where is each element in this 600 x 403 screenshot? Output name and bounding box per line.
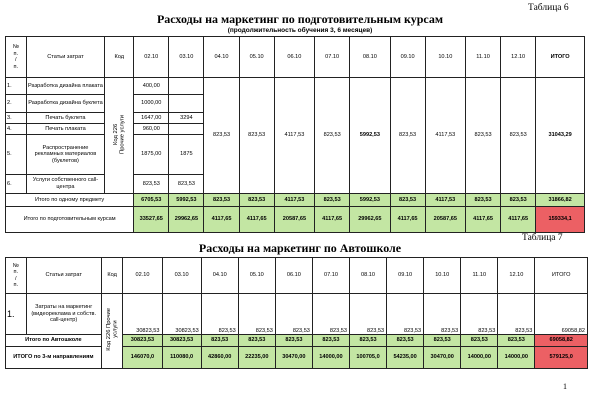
row-value: 823,53 — [169, 174, 204, 193]
header-date: 12.10 — [501, 37, 536, 78]
per-subject-value: 823,53 — [315, 193, 350, 206]
school-total-value: 823,53 — [424, 335, 461, 347]
school-total-value: 823,53 — [312, 335, 349, 347]
table2-tag: Таблица 7 — [522, 233, 563, 243]
row-value: 1647,00 — [134, 112, 169, 123]
prep-total-value: 20587,65 — [274, 207, 314, 233]
merged-value: 823,53 — [465, 78, 500, 193]
school-total-value: 30823,53 — [123, 335, 162, 347]
page-number: 1 — [563, 382, 567, 391]
header-items: Статьи затрат — [26, 258, 101, 294]
per-subject-value: 5992,53 — [350, 193, 390, 206]
school-total-value: 823,53 — [238, 335, 275, 347]
header-date: 05.10 — [239, 37, 274, 78]
row-number: 3. — [6, 112, 27, 123]
header-code: Код — [101, 258, 123, 294]
row-value — [169, 95, 204, 113]
direction-total-value: 42860,00 — [201, 347, 238, 369]
prep-total-label: Итого по подготовительным курсам — [6, 207, 134, 233]
header-date: 04.10 — [201, 258, 238, 294]
prep-total-value: 4117,65 — [390, 207, 425, 233]
school-total-value: 823,53 — [387, 335, 424, 347]
school-total-value: 823,53 — [201, 335, 238, 347]
row-value: 1875,00 — [134, 135, 169, 174]
merged-value: 4117,53 — [425, 78, 465, 193]
code-label: Код 226 — [112, 123, 119, 145]
row-name: Услуги собственного call-центра — [26, 174, 105, 193]
header-date: 09.10 — [387, 258, 424, 294]
row-value: 400,00 — [134, 78, 169, 95]
per-subject-value: 823,53 — [501, 193, 536, 206]
direction-total-value: 54235,00 — [387, 347, 424, 369]
row-name: Распространение рекламных материалов (буклетов) — [26, 135, 105, 174]
header-date: 03.10 — [169, 37, 204, 78]
table1-subtitle: (продолжительность обучения 3, 6 месяцев) — [227, 27, 373, 34]
header-date: 05.10 — [238, 258, 275, 294]
prep-total-value: 29962,65 — [169, 207, 204, 233]
row-value: 1875 — [169, 135, 204, 174]
direction-total-value: 14000,00 — [498, 347, 535, 369]
school-total-value: 823,53 — [498, 335, 535, 347]
direction-total-value: 30470,00 — [275, 347, 312, 369]
header-date: 07.10 — [312, 258, 349, 294]
row-value: 960,00 — [134, 124, 169, 135]
header-num: № п. / п. — [6, 258, 27, 294]
row-value: 823,53 — [350, 294, 387, 335]
row-value — [169, 124, 204, 135]
merged-value: 5992,53 — [350, 78, 390, 193]
school-total-value: 30823,53 — [162, 335, 201, 347]
merged-value: 4117,53 — [274, 78, 314, 193]
code-cell — [105, 78, 134, 193]
code-label: услуги — [112, 321, 119, 339]
header-date: 02.10 — [123, 258, 162, 294]
direction-total-value: 30470,00 — [424, 347, 461, 369]
row-name: Затраты на маркетинг (видеореклама и собств. call-центр) — [26, 294, 101, 335]
merged-value: 823,53 — [315, 78, 350, 193]
prep-total-value: 4117,65 — [315, 207, 350, 233]
row-value: 823,53 — [387, 294, 424, 335]
prep-total-value: 33527,65 — [134, 207, 169, 233]
per-subject-value: 4117,53 — [274, 193, 314, 206]
merged-value: 823,53 — [390, 78, 425, 193]
merged-value: 823,53 — [239, 78, 274, 193]
header-total: ИТОГО — [535, 258, 588, 294]
row-value: 3294 — [169, 112, 204, 123]
row-value: 30823,53 — [162, 294, 201, 335]
per-subject-value: 5992,53 — [169, 193, 204, 206]
header-date: 06.10 — [275, 258, 312, 294]
row-name: Печать буклета — [26, 112, 105, 123]
prep-total-value: 29962,65 — [350, 207, 390, 233]
row-value: 1000,00 — [134, 95, 169, 113]
header-date: 07.10 — [315, 37, 350, 78]
per-subject-value: 4117,53 — [425, 193, 465, 206]
row-total: 69058,82 — [535, 294, 588, 335]
row-value — [169, 78, 204, 95]
code-cell — [101, 294, 123, 369]
row-name: Печать плаката — [26, 124, 105, 135]
per-subject-value: 823,53 — [390, 193, 425, 206]
school-total-value: 823,53 — [461, 335, 498, 347]
per-subject-value: 823,53 — [204, 193, 239, 206]
prep-total-value: 4117,65 — [465, 207, 500, 233]
header-date: 08.10 — [350, 37, 390, 78]
school-total-grand: 69058,82 — [535, 335, 588, 347]
per-subject-label: Итого по одному предмету — [6, 193, 134, 206]
table1-title: Расходы на маркетинг по подготовительным курсам — [156, 12, 444, 26]
prep-total-grand: 159334,1 — [536, 207, 585, 233]
direction-total-label: ИТОГО по 3-м направлениям — [6, 347, 102, 369]
row-name: Разработка дизайна буклета — [26, 95, 105, 113]
code-label: Код 226 Прочие — [105, 308, 112, 352]
row-value: 823,53 — [238, 294, 275, 335]
row-number: 4. — [6, 124, 27, 135]
table1-tag: Таблица 6 — [528, 3, 569, 13]
per-subject-total: 31866,82 — [536, 193, 585, 206]
row-value: 823,53 — [201, 294, 238, 335]
header-items: Статьи затрат — [26, 37, 105, 78]
row-value: 823,53 — [461, 294, 498, 335]
prep-total-value: 4117,65 — [501, 207, 536, 233]
direction-total-value: 110080,0 — [162, 347, 201, 369]
table2-title: Расходы на маркетинг по Автошколе — [198, 241, 402, 255]
per-subject-value: 823,53 — [465, 193, 500, 206]
header-date: 09.10 — [390, 37, 425, 78]
direction-total-value: 14000,00 — [312, 347, 349, 369]
row-name: Разработка дизайна плаката — [26, 78, 105, 95]
direction-total-value: 146070,0 — [123, 347, 162, 369]
header-date: 10.10 — [425, 37, 465, 78]
row-number: 2. — [6, 95, 27, 113]
header-date: 11.10 — [461, 258, 498, 294]
row-value: 823,53 — [498, 294, 535, 335]
table1 — [5, 36, 585, 233]
school-total-value: 823,53 — [350, 335, 387, 347]
prep-total-value: 4117,65 — [239, 207, 274, 233]
header-num: № п. / п. — [6, 37, 27, 78]
school-total-value: 823,53 — [275, 335, 312, 347]
header-code: Код — [105, 37, 134, 78]
direction-total-grand: 579125,0 — [535, 347, 588, 369]
header-date: 12.10 — [498, 258, 535, 294]
row-value: 823,53 — [134, 174, 169, 193]
table2 — [5, 257, 588, 369]
direction-total-value: 100705,0 — [350, 347, 387, 369]
header-date: 10.10 — [424, 258, 461, 294]
row-number: 1. — [6, 78, 27, 95]
header-date: 02.10 — [134, 37, 169, 78]
header-date: 06.10 — [274, 37, 314, 78]
row-number: 5. — [6, 135, 27, 174]
merged-value: 823,53 — [501, 78, 536, 193]
header-date: 04.10 — [204, 37, 239, 78]
row-number: 6. — [6, 174, 27, 193]
per-subject-value: 6705,53 — [134, 193, 169, 206]
direction-total-value: 14000,00 — [461, 347, 498, 369]
row-value: 823,53 — [312, 294, 349, 335]
prep-total-value: 4117,65 — [204, 207, 239, 233]
row-value: 823,53 — [275, 294, 312, 335]
header-date: 08.10 — [350, 258, 387, 294]
per-subject-value: 823,53 — [239, 193, 274, 206]
header-total: ИТОГО — [536, 37, 585, 78]
row-number: 1. — [6, 294, 27, 335]
prep-total-value: 20587,65 — [425, 207, 465, 233]
merged-value: 823,53 — [204, 78, 239, 193]
merged-total: 31043,29 — [536, 78, 585, 193]
header-date: 11.10 — [465, 37, 500, 78]
code-label: Прочие услуги — [119, 114, 126, 154]
school-total-label: Итого по Автошколе — [6, 335, 102, 347]
header-date: 03.10 — [162, 258, 201, 294]
row-value: 823,53 — [424, 294, 461, 335]
direction-total-value: 22235,00 — [238, 347, 275, 369]
row-value: 30823,53 — [123, 294, 162, 335]
